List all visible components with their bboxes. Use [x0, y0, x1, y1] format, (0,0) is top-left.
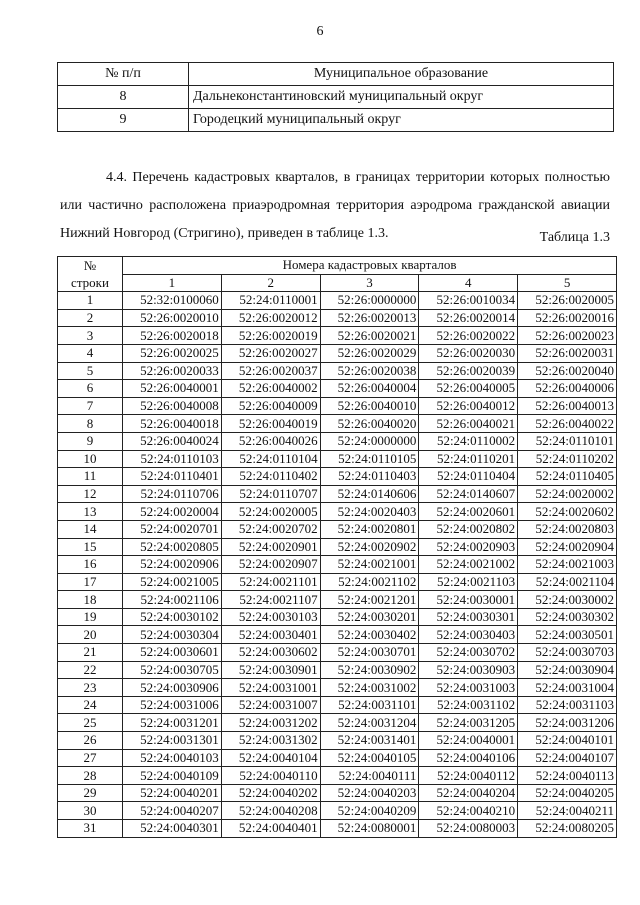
cadastral-quarter-cell: 52:24:0040208 [221, 802, 320, 820]
cadastral-quarter-cell: 52:24:0030302 [518, 608, 617, 626]
column-number: 1 [123, 274, 222, 292]
cadastral-quarter-cell: 52:24:0020906 [123, 556, 222, 574]
table-row [58, 661, 617, 679]
cadastral-quarter-cell: 52:24:0110002 [419, 432, 518, 450]
cadastral-quarter-cell: 52:26:0020010 [123, 309, 222, 327]
cadastral-quarter-cell: 52:24:0031004 [518, 679, 617, 697]
cadastral-quarter-cell: 52:24:0040204 [419, 784, 518, 802]
cadastral-quarter-cell: 52:24:0031202 [221, 714, 320, 732]
cadastral-quarter-cell: 52:24:0080205 [518, 820, 617, 838]
cadastral-quarter-cell: 52:24:0040113 [518, 767, 617, 785]
row-number: 20 [58, 626, 123, 644]
cadastral-quarter-cell: 52:24:0021001 [320, 556, 419, 574]
cadastral-quarter-cell: 52:24:0040112 [419, 767, 518, 785]
cadastral-quarter-cell: 52:24:0040210 [419, 802, 518, 820]
row-number: 22 [58, 661, 123, 679]
cadastral-quarter-cell: 52:24:0030901 [221, 661, 320, 679]
cadastral-quarter-cell: 52:24:0040211 [518, 802, 617, 820]
row-number: 11 [58, 468, 123, 486]
cadastral-quarter-cell: 52:24:0031302 [221, 732, 320, 750]
cadastral-quarter-cell: 52:24:0020005 [221, 503, 320, 521]
cadastral-quarter-cell: 52:24:0110405 [518, 468, 617, 486]
cadastral-quarter-cell: 52:24:0021101 [221, 573, 320, 591]
cadastral-quarter-cell: 52:26:0020037 [221, 362, 320, 380]
row-number-header-bottom: строки [71, 275, 109, 291]
cadastral-quarter-cell: 52:24:0080003 [419, 820, 518, 838]
cadastral-quarter-cell: 52:24:0040203 [320, 784, 419, 802]
cadastral-quarter-cell: 52:24:0021107 [221, 591, 320, 609]
cadastral-quarter-cell: 52:26:0040010 [320, 397, 419, 415]
cadastral-quarter-cell: 52:26:0020018 [123, 327, 222, 345]
cadastral-quarter-cell: 52:24:0110105 [320, 450, 419, 468]
row-number: 26 [58, 732, 123, 750]
cadastral-table-body [58, 292, 617, 837]
cadastral-quarter-cell: 52:26:0040013 [518, 397, 617, 415]
cadastral-quarter-cell: 52:26:0020025 [123, 344, 222, 362]
cadastral-quarter-cell: 52:24:0030002 [518, 591, 617, 609]
table-row [58, 292, 617, 310]
row-number: 16 [58, 556, 123, 574]
cadastral-quarter-cell: 52:24:0110104 [221, 450, 320, 468]
cadastral-quarter-cell: 52:24:0020601 [419, 503, 518, 521]
cadastral-quarter-cell: 52:32:0100060 [123, 292, 222, 310]
cadastral-quarter-cell: 52:24:0020004 [123, 503, 222, 521]
table-row [58, 591, 617, 609]
cadastral-quarter-cell: 52:24:0030403 [419, 626, 518, 644]
column-number: 4 [419, 274, 518, 292]
cadastral-quarter-cell: 52:26:0040006 [518, 380, 617, 398]
cadastral-quarter-cell: 52:24:0040105 [320, 749, 419, 767]
cadastral-quarter-cell: 52:26:0040012 [419, 397, 518, 415]
cadastral-quarter-cell: 52:24:0040205 [518, 784, 617, 802]
cadastral-quarter-cell: 52:24:0031206 [518, 714, 617, 732]
cadastral-quarter-cell: 52:26:0040005 [419, 380, 518, 398]
cadastral-quarter-cell: 52:24:0030402 [320, 626, 419, 644]
row-number: 30 [58, 802, 123, 820]
table-row [58, 485, 617, 503]
table-row [58, 644, 617, 662]
cadastral-quarter-cell: 52:24:0040106 [419, 749, 518, 767]
cadastral-quarter-cell: 52:24:0030703 [518, 644, 617, 662]
cadastral-quarter-cell: 52:24:0021103 [419, 573, 518, 591]
cadastral-quarter-cell: 52:24:0110201 [419, 450, 518, 468]
cadastral-quarter-cell: 52:26:0020038 [320, 362, 419, 380]
cadastral-quarter-cell: 52:24:0040301 [123, 820, 222, 838]
table-row [58, 432, 617, 450]
table-row [58, 450, 617, 468]
cadastral-quarter-cell: 52:24:0031101 [320, 696, 419, 714]
cadastral-quarter-cell: 52:24:0040209 [320, 802, 419, 820]
table-row [58, 696, 617, 714]
row-number: 9 [58, 432, 123, 450]
cadastral-quarter-cell: 52:24:0031201 [123, 714, 222, 732]
row-number: 28 [58, 767, 123, 785]
cadastral-quarter-cell: 52:24:0030401 [221, 626, 320, 644]
cadastral-quarter-cell: 52:24:0030906 [123, 679, 222, 697]
cadastral-quarter-cell: 52:24:0030902 [320, 661, 419, 679]
cadastral-quarter-cell: 52:26:0040001 [123, 380, 222, 398]
row-number: 19 [58, 608, 123, 626]
cadastral-quarter-cell: 52:24:0040111 [320, 767, 419, 785]
cadastral-quarter-cell: 52:24:0021104 [518, 573, 617, 591]
cadastral-quarter-cell: 52:24:0040110 [221, 767, 320, 785]
cadastral-quarter-cell: 52:24:0030501 [518, 626, 617, 644]
column-number: 2 [221, 274, 320, 292]
cadastral-quarter-cell: 52:26:0010034 [419, 292, 518, 310]
cadastral-quarter-cell: 52:26:0020031 [518, 344, 617, 362]
cadastral-quarter-cell: 52:24:0031007 [221, 696, 320, 714]
cadastral-quarter-cell: 52:26:0020033 [123, 362, 222, 380]
table-row [58, 397, 617, 415]
cadastral-quarter-cell: 52:24:0040202 [221, 784, 320, 802]
table-row [58, 309, 617, 327]
table-row [58, 109, 614, 132]
table-row [58, 520, 617, 538]
row-number: 17 [58, 573, 123, 591]
row-number: 15 [58, 538, 123, 556]
cadastral-quarter-cell: 52:24:0080001 [320, 820, 419, 838]
header-number: № п/п [58, 63, 189, 86]
row-number: 25 [58, 714, 123, 732]
row-number: 14 [58, 520, 123, 538]
cadastral-header-row-1 [58, 257, 617, 275]
cadastral-quarter-cell: 52:26:0020023 [518, 327, 617, 345]
cadastral-quarter-cell: 52:24:0040401 [221, 820, 320, 838]
cadastral-quarter-cell: 52:24:0021201 [320, 591, 419, 609]
cadastral-quarter-cell: 52:24:0110101 [518, 432, 617, 450]
table-row [58, 732, 617, 750]
cadastral-quarter-cell: 52:24:0031001 [221, 679, 320, 697]
cadastral-quarter-cell: 52:24:0020002 [518, 485, 617, 503]
cadastral-quarter-cell: 52:26:0020014 [419, 309, 518, 327]
table-row [58, 820, 617, 838]
header-municipality: Муниципальное образование [189, 63, 614, 86]
cadastral-quarter-cell: 52:24:0030904 [518, 661, 617, 679]
cadastral-quarter-cell: 52:24:0031102 [419, 696, 518, 714]
cadastral-quarter-cell: 52:26:0020029 [320, 344, 419, 362]
cadastral-quarter-cell: 52:24:0020803 [518, 520, 617, 538]
cadastral-quarter-cell: 52:26:0040008 [123, 397, 222, 415]
table-row [58, 784, 617, 802]
cadastral-quarter-cell: 52:24:0031204 [320, 714, 419, 732]
cadastral-quarter-cell: 52:26:0020040 [518, 362, 617, 380]
cadastral-quarter-cell: 52:24:0020902 [320, 538, 419, 556]
cadastral-quarter-cell: 52:26:0020012 [221, 309, 320, 327]
row-number: 23 [58, 679, 123, 697]
cadastral-quarter-cell: 52:26:0040024 [123, 432, 222, 450]
cadastral-quarter-cell: 52:24:0030102 [123, 608, 222, 626]
cadastral-quarter-cell: 52:24:0020901 [221, 538, 320, 556]
table-row [58, 362, 617, 380]
row-number-header [58, 257, 123, 292]
page-number: 6 [316, 24, 324, 39]
cadastral-quarter-cell: 52:24:0030903 [419, 661, 518, 679]
cadastral-quarter-cell: 52:24:0030602 [221, 644, 320, 662]
table-row [58, 573, 617, 591]
row-number: 3 [58, 327, 123, 345]
cadastral-quarter-cell: 52:26:0020019 [221, 327, 320, 345]
cadastral-quarter-cell: 52:24:0021005 [123, 573, 222, 591]
table-row [58, 679, 617, 697]
cadastral-quarter-cell: 52:26:0020039 [419, 362, 518, 380]
cadastral-quarter-cell: 52:24:0031006 [123, 696, 222, 714]
table-row [58, 327, 617, 345]
cadastral-quarter-cell: 52:24:0030304 [123, 626, 222, 644]
section-paragraph: 4.4. Перечень кадастровых кварталов, в границах территории которых полностью или частично расположена приаэродромная территория аэродрома гражданской авиации Нижний Новгород (Стригино), приведен в таблице 1.3. [60, 170, 610, 241]
cadastral-quarter-cell: 52:26:0040026 [221, 432, 320, 450]
row-number: 2 [58, 309, 123, 327]
cadastral-quarter-cell: 52:24:0040104 [221, 749, 320, 767]
row-number: 5 [58, 362, 123, 380]
cadastral-quarter-cell: 52:24:0030701 [320, 644, 419, 662]
row-number-header-top: № [83, 258, 97, 274]
cadastral-quarter-cell: 52:24:0020907 [221, 556, 320, 574]
cadastral-quarter-cell: 52:24:0021003 [518, 556, 617, 574]
cadastral-quarter-cell: 52:24:0031205 [419, 714, 518, 732]
table-row [58, 802, 617, 820]
quarters-group-header: Номера кадастровых кварталов [123, 257, 617, 275]
cadastral-quarter-cell: 52:26:0040021 [419, 415, 518, 433]
table-row [58, 714, 617, 732]
row-number: 27 [58, 749, 123, 767]
table-row [58, 344, 617, 362]
cadastral-quarter-cell: 52:24:0040109 [123, 767, 222, 785]
cadastral-quarter-cell: 52:24:0031103 [518, 696, 617, 714]
column-number: 5 [518, 274, 617, 292]
row-number: 21 [58, 644, 123, 662]
cadastral-quarter-cell: 52:24:0020805 [123, 538, 222, 556]
cadastral-quarter-cell: 52:24:0020403 [320, 503, 419, 521]
row-number: 12 [58, 485, 123, 503]
cadastral-quarter-cell: 52:24:0030001 [419, 591, 518, 609]
cadastral-quarter-cell: 52:26:0000000 [320, 292, 419, 310]
cadastral-quarter-cell: 52:26:0040020 [320, 415, 419, 433]
table-row [58, 538, 617, 556]
cadastral-quarter-cell: 52:24:0110402 [221, 468, 320, 486]
cadastral-quarter-cell: 52:24:0021002 [419, 556, 518, 574]
row-number: 1 [58, 292, 123, 310]
municipal-table-header [58, 63, 614, 86]
cadastral-header-row-2 [58, 274, 617, 292]
row-number: 8 [58, 415, 123, 433]
column-number: 3 [320, 274, 419, 292]
cadastral-quarter-cell: 52:26:0040018 [123, 415, 222, 433]
cadastral-quarter-cell: 52:24:0040001 [419, 732, 518, 750]
cadastral-quarter-cell: 52:24:0030705 [123, 661, 222, 679]
cadastral-quarter-cell: 52:24:0140607 [419, 485, 518, 503]
cadastral-quarter-cell: 52:24:0020702 [221, 520, 320, 538]
table-row [58, 556, 617, 574]
cadastral-quarter-cell: 52:26:0040019 [221, 415, 320, 433]
cadastral-quarter-cell: 52:24:0020602 [518, 503, 617, 521]
cadastral-quarter-cell: 52:24:0110404 [419, 468, 518, 486]
municipality-name: Дальнеконстантиновский муниципальный округ [189, 86, 614, 109]
cadastral-quarter-cell: 52:24:0110401 [123, 468, 222, 486]
cadastral-quarter-cell: 52:24:0110202 [518, 450, 617, 468]
cadastral-quarter-cell: 52:26:0040009 [221, 397, 320, 415]
cadastral-quarter-cell: 52:24:0110403 [320, 468, 419, 486]
cadastral-quarter-cell: 52:26:0020016 [518, 309, 617, 327]
cadastral-quarter-cell: 52:24:0021106 [123, 591, 222, 609]
cadastral-quarters-table [57, 256, 617, 838]
cadastral-quarter-cell: 52:24:0140606 [320, 485, 419, 503]
cadastral-quarter-cell: 52:24:0020801 [320, 520, 419, 538]
cadastral-quarter-cell: 52:24:0110001 [221, 292, 320, 310]
table-row [58, 503, 617, 521]
cadastral-quarter-cell: 52:26:0040022 [518, 415, 617, 433]
cadastral-quarter-cell: 52:24:0031301 [123, 732, 222, 750]
cadastral-quarter-cell: 52:26:0020030 [419, 344, 518, 362]
cadastral-quarter-cell: 52:24:0040103 [123, 749, 222, 767]
cadastral-quarter-cell: 52:24:0031003 [419, 679, 518, 697]
row-number: 13 [58, 503, 123, 521]
cadastral-quarter-cell: 52:24:0110706 [123, 485, 222, 503]
cadastral-quarter-cell: 52:24:0040207 [123, 802, 222, 820]
table-row [58, 749, 617, 767]
cadastral-quarter-cell: 52:26:0020027 [221, 344, 320, 362]
table-row [58, 468, 617, 486]
cadastral-quarter-cell: 52:26:0040002 [221, 380, 320, 398]
row-number: 7 [58, 397, 123, 415]
cadastral-quarter-cell: 52:26:0020013 [320, 309, 419, 327]
cadastral-quarter-cell: 52:26:0020021 [320, 327, 419, 345]
row-number: 10 [58, 450, 123, 468]
cadastral-quarter-cell: 52:24:0030702 [419, 644, 518, 662]
cadastral-quarter-cell: 52:24:0110103 [123, 450, 222, 468]
row-number: 29 [58, 784, 123, 802]
row-number: 18 [58, 591, 123, 609]
cadastral-quarter-cell: 52:24:0031002 [320, 679, 419, 697]
cadastral-quarter-cell: 52:24:0110707 [221, 485, 320, 503]
cadastral-quarter-cell: 52:24:0020904 [518, 538, 617, 556]
row-number: 8 [58, 86, 189, 109]
row-number: 6 [58, 380, 123, 398]
row-number: 31 [58, 820, 123, 838]
cadastral-quarter-cell: 52:24:0040201 [123, 784, 222, 802]
municipality-name: Городецкий муниципальный округ [189, 109, 614, 132]
cadastral-quarter-cell: 52:24:0040101 [518, 732, 617, 750]
table-row [58, 626, 617, 644]
cadastral-quarter-cell: 52:24:0020701 [123, 520, 222, 538]
cadastral-quarter-cell: 52:24:0030103 [221, 608, 320, 626]
cadastral-quarter-cell: 52:24:0020802 [419, 520, 518, 538]
cadastral-quarter-cell: 52:24:0020903 [419, 538, 518, 556]
table-row [58, 380, 617, 398]
cadastral-quarter-cell: 52:24:0031401 [320, 732, 419, 750]
cadastral-quarter-cell: 52:26:0040004 [320, 380, 419, 398]
table-row [58, 415, 617, 433]
municipal-table [57, 62, 614, 132]
cadastral-quarter-cell: 52:24:0000000 [320, 432, 419, 450]
table-caption: Таблица 1.3 [539, 230, 610, 245]
cadastral-quarter-cell: 52:24:0030601 [123, 644, 222, 662]
table-row [58, 86, 614, 109]
cadastral-quarter-cell: 52:24:0040107 [518, 749, 617, 767]
row-number: 4 [58, 344, 123, 362]
cadastral-quarter-cell: 52:26:0020005 [518, 292, 617, 310]
table-row [58, 767, 617, 785]
row-number: 9 [58, 109, 189, 132]
cadastral-quarter-cell: 52:26:0020022 [419, 327, 518, 345]
cadastral-quarter-cell: 52:24:0021102 [320, 573, 419, 591]
row-number: 24 [58, 696, 123, 714]
cadastral-quarter-cell: 52:24:0030201 [320, 608, 419, 626]
cadastral-quarter-cell: 52:24:0030301 [419, 608, 518, 626]
table-row [58, 608, 617, 626]
